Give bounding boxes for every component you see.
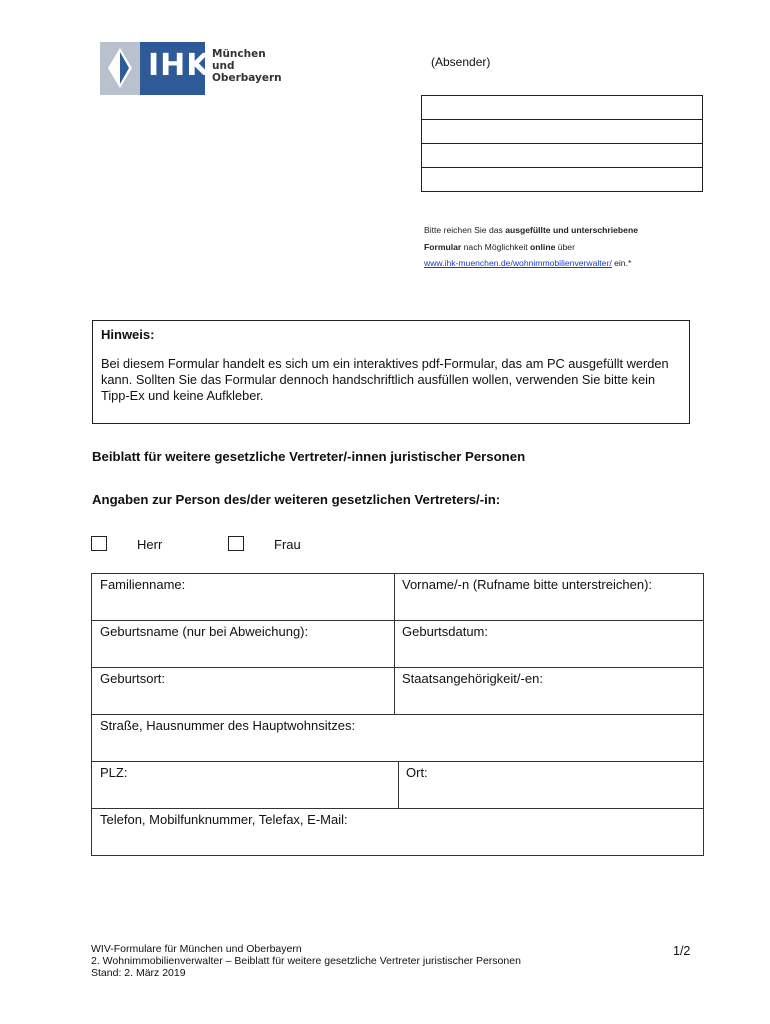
instr-bold-1: ausgefüllte und unterschriebene	[505, 225, 638, 235]
page-title: Beiblatt für weitere gesetzliche Vertreter/-innen juristischer Personen	[92, 449, 526, 464]
column-divider	[394, 574, 395, 715]
frau-label: Frau	[274, 537, 301, 552]
instr-bold-2: Formular	[424, 241, 462, 252]
submission-instructions	[424, 222, 724, 272]
section-title: Angaben zur Person des/der weiteren gesetzlichen Vertreters/-in:	[92, 492, 501, 507]
sender-label: (Absender)	[431, 55, 491, 69]
sender-line-1[interactable]	[422, 96, 702, 120]
footer	[91, 943, 521, 979]
sender-line-4[interactable]	[422, 168, 702, 191]
kontakt-field[interactable]: Telefon, Mobilfunknummer, Telefax, E-Mail:	[100, 812, 348, 827]
note-box	[92, 320, 690, 424]
ihk-logo	[100, 42, 280, 96]
instr-text-3: über	[555, 241, 575, 252]
logo-subtitle-line2: Oberbayern	[212, 72, 282, 84]
instr-text-1: Bitte reichen Sie das	[424, 225, 506, 235]
frau-checkbox[interactable]	[228, 536, 244, 551]
herr-label: Herr	[137, 537, 163, 552]
footer-line-3: Stand: 2. März 2019	[91, 967, 186, 979]
strasse-field[interactable]: Straße, Hausnummer des Hauptwohnsitzes:	[92, 715, 704, 762]
ort-field[interactable]: Ort:	[398, 762, 704, 809]
vorname-field[interactable]: Vorname/-n (Rufname bitte unterstreichen):	[394, 574, 704, 621]
logo-mark	[100, 42, 211, 95]
footer-line-1: WIV-Formulare für München und Oberbayern	[91, 943, 302, 955]
herr-checkbox[interactable]	[91, 536, 107, 551]
sender-line-2[interactable]	[422, 120, 702, 144]
plz-field[interactable]: PLZ:	[92, 762, 398, 809]
instr-text-2: nach Möglichkeit	[461, 241, 531, 252]
diamond-icon	[100, 42, 140, 95]
footer-line-2: 2. Wohnimmobilienverwalter – Beiblatt für weitere gesetzliche Vertreter juristischer Personen	[91, 955, 521, 967]
page-number: 1/2	[673, 944, 691, 958]
online-link[interactable]: www.ihk-muenchen.de/wohnimmobilienverwalter/	[424, 258, 612, 268]
geburtsort-field[interactable]: Geburtsort:	[92, 668, 394, 715]
logo-tile	[100, 42, 140, 95]
staatsangehoerigkeit-field[interactable]: Staatsangehörigkeit/-en:	[394, 668, 704, 715]
instr-bold-3: online	[530, 241, 556, 252]
person-form	[91, 573, 704, 856]
instr-text-4: ein.*	[611, 258, 632, 268]
geburtsdatum-field[interactable]: Geburtsdatum:	[394, 621, 704, 668]
logo-subtitle	[212, 48, 282, 84]
logo-subtitle-line1: München und	[212, 48, 266, 72]
sender-line-3[interactable]	[422, 144, 702, 168]
familienname-field[interactable]: Familienname:	[92, 574, 394, 621]
geburtsname-field[interactable]: Geburtsname (nur bei Abweichung):	[92, 621, 394, 668]
plz-ort-divider	[398, 762, 399, 809]
sender-fields	[421, 95, 703, 192]
note-body: Bei diesem Formular handelt es sich um ein interaktives pdf-Formular, das am PC ausgefüllt werden kann. Sollten Sie das Formular dennoch handschriftlich ausfüllen wollen, verwenden Sie bitte kein Tipp-Ex und keine Aufkleber.	[101, 356, 669, 403]
logo-brand: IHK	[148, 48, 211, 83]
note-title: Hinweis:	[101, 327, 155, 342]
